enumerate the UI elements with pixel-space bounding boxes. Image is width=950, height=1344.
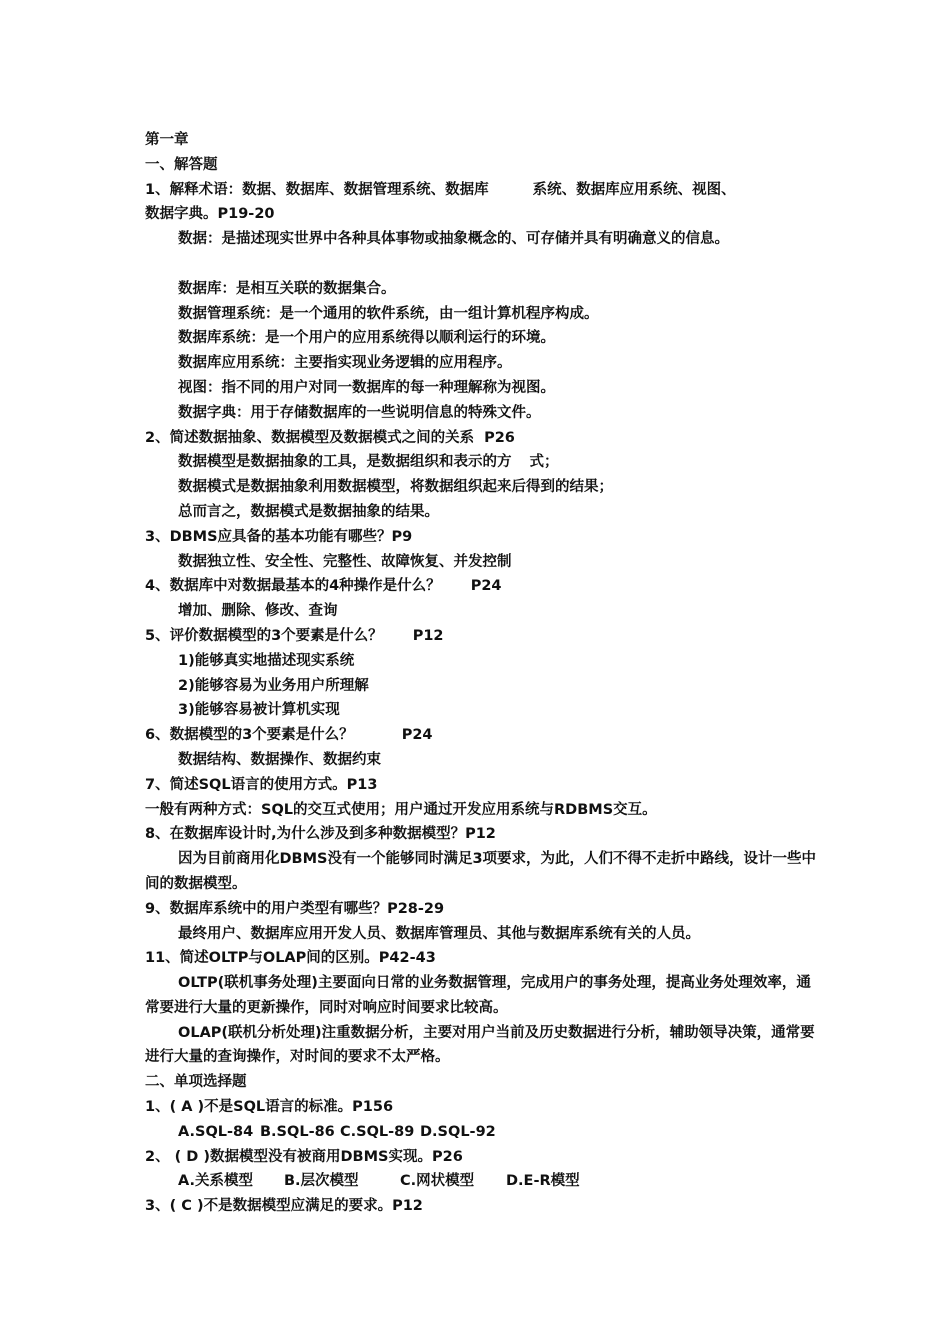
choice-option: A.关系模型 xyxy=(178,1173,253,1190)
section-heading: 一、解答题 xyxy=(145,156,218,173)
document-body xyxy=(145,128,825,1219)
answer-fragment: 数据模型是数据抽象的工具，是数据组织和表示的方 xyxy=(178,454,512,471)
question-title: 2、 ( D )数据模型没有被商用DBMS实现。P26 xyxy=(145,1148,463,1165)
choice-option: B.SQL-86 xyxy=(260,1123,335,1140)
question-title xyxy=(145,723,825,748)
page-reference: P12 xyxy=(412,627,444,644)
answer-text: 最终用户、数据库应用开发人员、数据库管理员、其他与数据库系统有关的人员。 xyxy=(178,925,700,942)
answer-text: 数据：是描述现实世界中各种具体事物或抽象概念的、可存储并具有明确意义的信息。 xyxy=(178,231,729,248)
question-title: 数据字典。P19-20 xyxy=(145,206,275,223)
choice-option: B.层次模型 xyxy=(284,1173,359,1190)
question-text: 5、评价数据模型的3个要素是什么？ xyxy=(145,627,383,644)
chapter-heading: 第一章 xyxy=(145,132,189,148)
answer-text: 一般有两种方式：SQL的交互式使用；用户通过开发应用系统与RDBMS交互。 xyxy=(145,801,657,818)
section-heading: 二、单项选择题 xyxy=(145,1074,247,1091)
choice-option: A.SQL-84 xyxy=(178,1123,254,1140)
question-title: 7、简述SQL语言的使用方式。P13 xyxy=(145,776,378,793)
answer-text: OLTP(联机事务处理)主要面向日常的业务数据管理，完成用户的事务处理，提高业务处理效率，通常要进行大量的更新操作，同时对响应时间要求比较高。 xyxy=(145,975,811,1016)
question-title xyxy=(145,624,825,649)
answer-text: OLAP(联机分析处理)注重数据分析，主要对用户当前及历史数据进行分析，辅助领导决策，通常要进行大量的查询操作，对时间的要求不太严格。 xyxy=(145,1024,815,1066)
question-title: 9、数据库系统中的用户类型有哪些？P28-29 xyxy=(145,900,445,917)
answer-fragment: 式； xyxy=(529,454,559,471)
answer-text: 数据管理系统：是一个通用的软件系统，由一组计算机程序构成。 xyxy=(178,305,599,322)
choice-option: D.SQL-92 xyxy=(420,1123,496,1140)
question-title: 8、在数据库设计时,为什么涉及到多种数据模型？P12 xyxy=(145,826,496,843)
choice-option: C.网状模型 xyxy=(400,1173,475,1190)
question-title xyxy=(145,178,825,203)
answer-text: 1)能够真实地描述现实系统 xyxy=(178,652,355,669)
question-title: 11、简述OLTP与OLAP间的区别。P42-43 xyxy=(145,950,436,967)
question-text: 2、简述数据抽象、数据模型及数据模式之间的关系 xyxy=(145,429,475,446)
answer-text: 2)能够容易为业务用户所理解 xyxy=(178,677,369,694)
question-title xyxy=(145,426,825,451)
page-reference: P26 xyxy=(484,429,515,446)
answer-text: 总而言之，数据模式是数据抽象的结果。 xyxy=(178,503,439,520)
page-reference: P24 xyxy=(401,727,433,744)
question-text: 4、数据库中对数据最基本的4种操作是什么？ xyxy=(145,578,441,595)
answer-text: 数据结构、数据操作、数据约束 xyxy=(178,751,381,768)
question-title: 1、( A )不是SQL语言的标准。P156 xyxy=(145,1099,394,1116)
choice-options xyxy=(145,1120,825,1145)
answer-text: 3)能够容易被计算机实现 xyxy=(178,702,340,719)
answer-text: 数据模式是数据抽象利用数据模型，将数据组织起来后得到的结果； xyxy=(178,479,613,496)
answer-text: 视图：指不同的用户对同一数据库的每一种理解称为视图。 xyxy=(178,379,555,396)
question-title xyxy=(145,574,825,599)
answer-text: 数据库系统：是一个用户的应用系统得以顺利运行的环境。 xyxy=(178,330,555,347)
answer-text: 数据库应用系统：主要指实现业务逻辑的应用程序。 xyxy=(178,355,512,372)
question-text: 系统、数据库应用系统、视图、 xyxy=(532,181,736,198)
page-reference: P24 xyxy=(470,578,502,595)
choice-option: C.SQL-89 xyxy=(340,1123,415,1140)
choice-option: D.E-R模型 xyxy=(506,1173,580,1190)
question-title: 3、DBMS应具备的基本功能有哪些？P9 xyxy=(145,528,413,545)
answer-text: 数据独立性、安全性、完整性、故障恢复、并发控制 xyxy=(178,553,512,570)
answer-text: 增加、删除、修改、查询 xyxy=(178,603,338,620)
question-text: 1、解释术语：数据、数据库、数据管理系统、数据库 xyxy=(145,181,489,198)
question-title: 3、( C )不是数据模型应满足的要求。P12 xyxy=(145,1198,423,1215)
blank-line xyxy=(145,252,825,277)
answer-text: 数据库：是相互关联的数据集合。 xyxy=(178,280,396,297)
answer-text: 数据字典：用于存储数据库的一些说明信息的特殊文件。 xyxy=(178,404,541,421)
question-text: 6、数据模型的3个要素是什么？ xyxy=(145,727,354,744)
choice-options xyxy=(145,1169,825,1194)
answer-text: 因为目前商用化DBMS没有一个能够同时满足3项要求，为此，人们不得不走折中路线，设计一些中间的数据模型。 xyxy=(145,851,817,892)
answer-text xyxy=(145,450,825,475)
